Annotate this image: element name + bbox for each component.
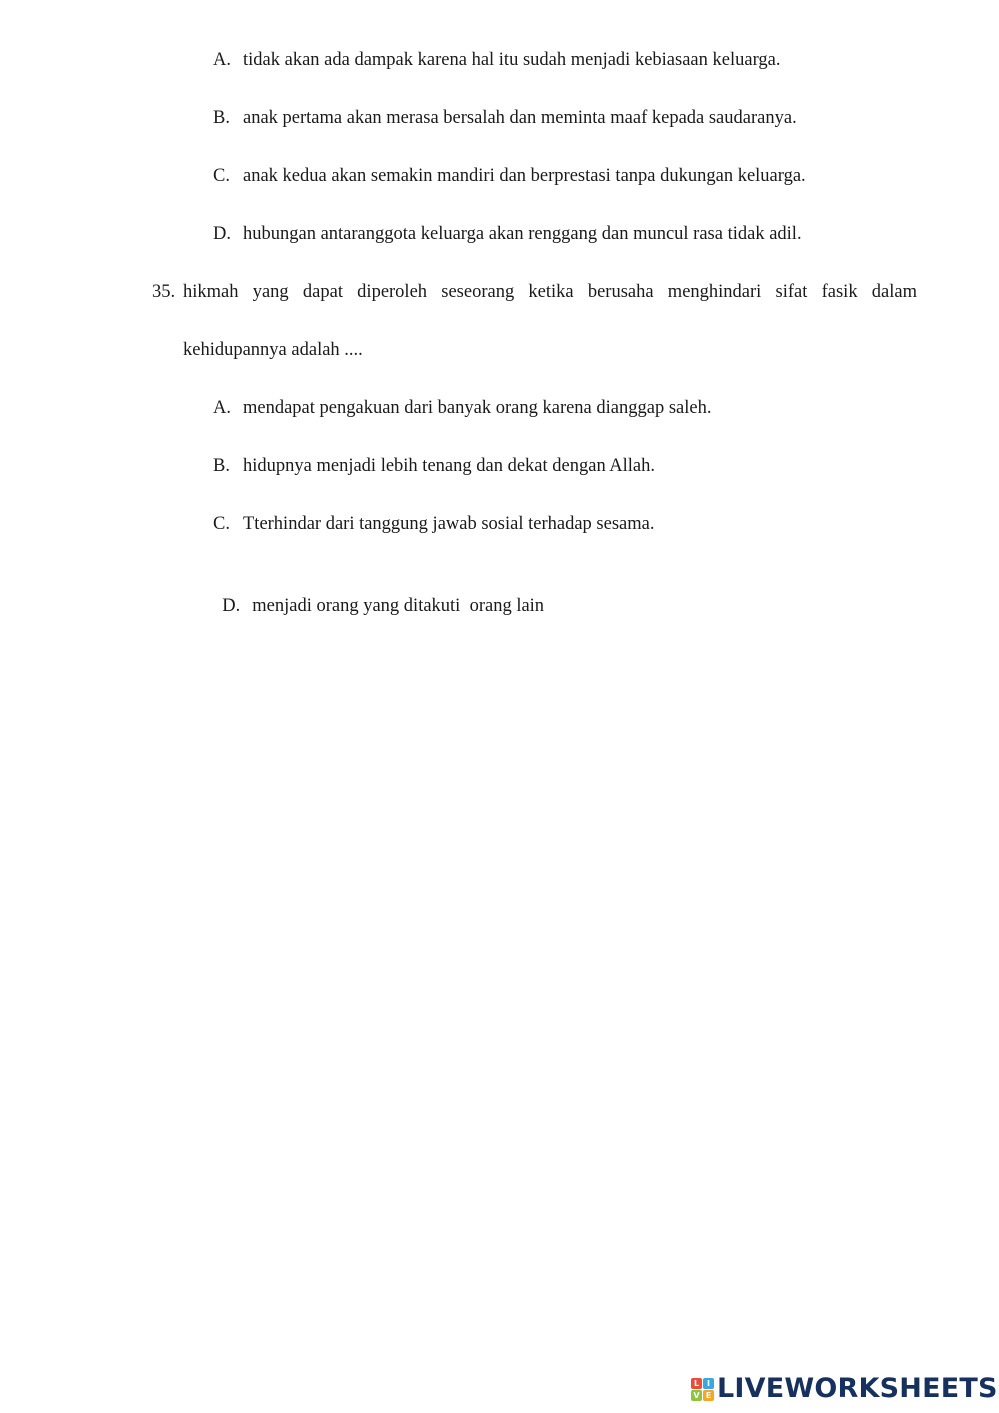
option-text: mendapat pengakuan dari banyak orang karena dianggap saleh. bbox=[243, 398, 712, 418]
option-letter: C. bbox=[213, 514, 230, 534]
q35-question-line1 bbox=[152, 280, 917, 304]
q34-option-a bbox=[213, 48, 781, 72]
q35-option-c bbox=[213, 512, 654, 536]
option-letter: C. bbox=[213, 166, 230, 186]
option-text: menjadi orang yang ditakuti orang lain bbox=[252, 596, 545, 616]
option-text: hidupnya menjadi lebih tenang dan dekat dengan Allah. bbox=[243, 456, 656, 476]
q35-option-b bbox=[213, 454, 655, 478]
option-letter: B. bbox=[213, 456, 230, 476]
option-letter: D. bbox=[213, 224, 231, 244]
q35-option-d bbox=[213, 570, 544, 618]
question-number: 35. bbox=[152, 282, 176, 302]
question-text-line1: hikmah yang dapat diperoleh seseorang ketika berusaha menghindari sifat fasik dalam bbox=[183, 282, 917, 302]
option-letter: A. bbox=[213, 398, 231, 418]
q34-option-b bbox=[213, 106, 797, 130]
q34-option-d bbox=[213, 222, 802, 246]
option-text: anak pertama akan merasa bersalah dan meminta maaf kepada saudaranya. bbox=[243, 108, 797, 128]
liveworksheets-logo-text: LIVEWORKSHEETS bbox=[717, 1373, 998, 1404]
q35-question-line2: kehidupannya adalah .... bbox=[183, 340, 363, 360]
q35-option-a bbox=[213, 396, 711, 420]
logo-mark-i: I bbox=[703, 1378, 714, 1389]
option-letter: B. bbox=[213, 108, 230, 128]
option-text: Tterhindar dari tanggung jawab sosial terhadap sesama. bbox=[243, 514, 655, 534]
logo-mark-e: E bbox=[703, 1390, 714, 1401]
option-text: anak kedua akan semakin mandiri dan berprestasi tanpa dukungan keluarga. bbox=[243, 166, 806, 186]
liveworksheets-logo-mark-icon bbox=[691, 1378, 714, 1401]
liveworksheets-logo bbox=[691, 1373, 998, 1405]
q34-option-c bbox=[213, 164, 806, 188]
logo-mark-v: V bbox=[691, 1390, 702, 1401]
option-letter: A. bbox=[213, 50, 231, 70]
option-letter: D. bbox=[222, 596, 241, 616]
logo-mark-l: L bbox=[691, 1378, 702, 1389]
option-text: hubungan antaranggota keluarga akan renggang dan muncul rasa tidak adil. bbox=[243, 224, 802, 244]
option-text: tidak akan ada dampak karena hal itu sudah menjadi kebiasaan keluarga. bbox=[243, 50, 781, 70]
